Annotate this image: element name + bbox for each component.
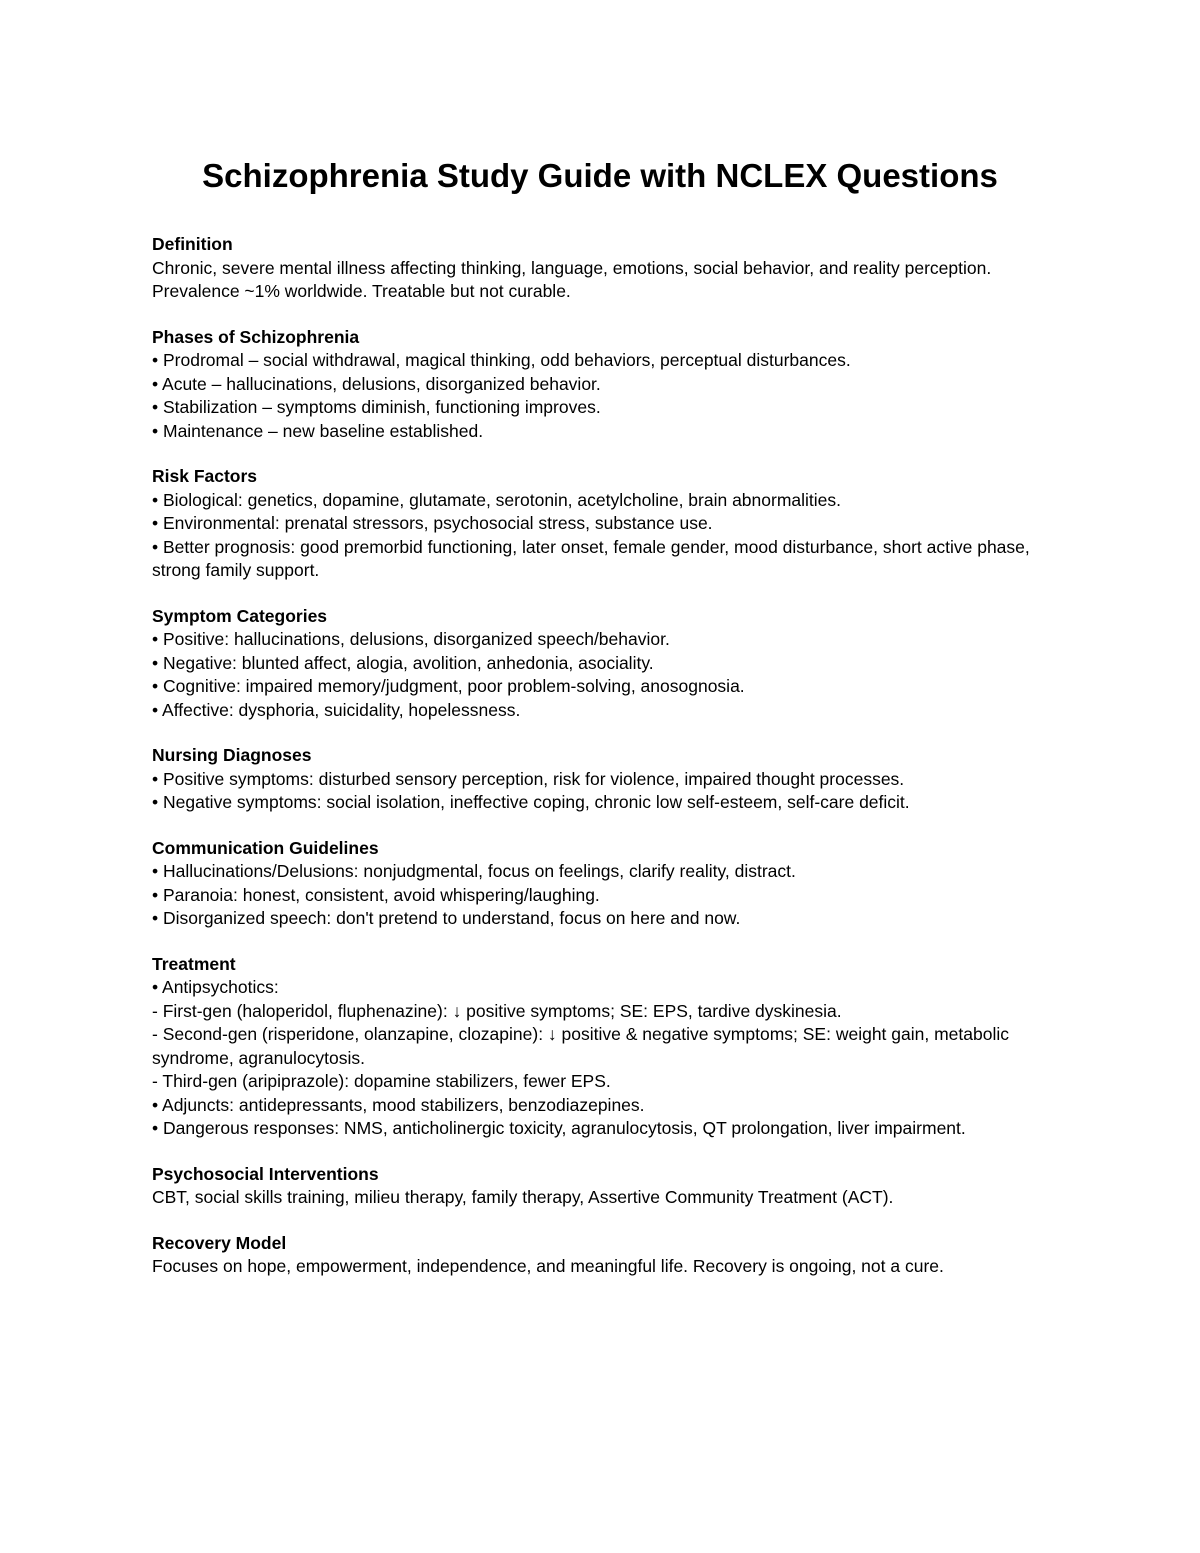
list-item: • Negative symptoms: social isolation, ineffective coping, chronic low self-esteem, self-care deficit. [152, 792, 910, 812]
section-recovery-model [152, 1232, 1052, 1279]
list-item: • Adjuncts: antidepressants, mood stabilizers, benzodiazepines. [152, 1094, 645, 1115]
list-item: • Biological: genetics, dopamine, glutamate, serotonin, acetylcholine, brain abnormalities. [152, 489, 842, 510]
list-item: • Antipsychotics: [152, 977, 279, 997]
section-heading: Nursing Diagnoses [152, 745, 312, 765]
list-item: • Affective: dysphoria, suicidality, hopelessness. [152, 699, 521, 720]
list-item: • Positive symptoms: disturbed sensory perception, risk for violence, impaired thought processes. [152, 768, 905, 789]
list-item: - First-gen (haloperidol, fluphenazine): ↓ positive symptoms; SE: EPS, tardive dyskinesia. [152, 1000, 842, 1021]
section-text: CBT, social skills training, milieu therapy, family therapy, Assertive Community Treatment (ACT). [152, 1187, 894, 1207]
list-item: • Environmental: prenatal stressors, psychosocial stress, substance use. [152, 513, 713, 533]
list-item: • Better prognosis: good premorbid functioning, later onset, female gender, mood disturbance, short active phase, strong family support. [152, 536, 1030, 580]
section-heading: Recovery Model [152, 1232, 287, 1253]
section-heading: Phases of Schizophrenia [152, 326, 360, 347]
list-item: - Second-gen (risperidone, olanzapine, clozapine): ↓ positive & negative symptoms; SE: weight gain, metabolic syndrome, agranulocytosis. [152, 1024, 1009, 1068]
section-text: Chronic, severe mental illness affecting thinking, language, emotions, social behavior, and reality perception. Prevalence ~1% worldwide. Treatable but not curable. [152, 257, 992, 301]
list-item: • Negative: blunted affect, alogia, avolition, anhedonia, asociality. [152, 652, 654, 673]
list-item: • Paranoia: honest, consistent, avoid whispering/laughing. [152, 884, 600, 905]
section-heading: Treatment [152, 953, 236, 974]
section-heading: Risk Factors [152, 466, 258, 486]
section-communication-guidelines [152, 837, 1052, 931]
list-item: • Maintenance – new baseline established. [152, 420, 484, 441]
list-item: • Stabilization – symptoms diminish, functioning improves. [152, 397, 601, 417]
list-item: • Hallucinations/Delusions: nonjudgmental, focus on feelings, clarify reality, distract. [152, 861, 796, 881]
section-treatment [152, 953, 1052, 1141]
list-item: - Third-gen (aripiprazole): dopamine stabilizers, fewer EPS. [152, 1071, 611, 1091]
list-item: • Disorganized speech: don't pretend to understand, focus on here and now. [152, 908, 741, 928]
section-nursing-diagnoses [152, 744, 1052, 815]
section-heading: Communication Guidelines [152, 837, 379, 858]
section-risk-factors [152, 465, 1052, 583]
section-heading: Psychosocial Interventions [152, 1163, 379, 1184]
page-title: Schizophrenia Study Guide with NCLEX Questions [202, 157, 998, 194]
list-item: • Cognitive: impaired memory/judgment, poor problem-solving, anosognosia. [152, 676, 745, 696]
document-body [152, 233, 1052, 1301]
list-item: • Dangerous responses: NMS, anticholinergic toxicity, agranulocytosis, QT prolongation, liver impairment. [152, 1118, 966, 1138]
list-item: • Acute – hallucinations, delusions, disorganized behavior. [152, 373, 601, 394]
list-item: • Prodromal – social withdrawal, magical thinking, odd behaviors, perceptual disturbances. [152, 350, 851, 370]
section-phases [152, 326, 1052, 444]
section-heading: Definition [152, 234, 233, 254]
section-definition [152, 233, 1052, 304]
section-text: Focuses on hope, empowerment, independence, and meaningful life. Recovery is ongoing, not a cure. [152, 1256, 944, 1276]
section-heading: Symptom Categories [152, 605, 328, 626]
section-psychosocial-interventions [152, 1163, 1052, 1210]
list-item: • Positive: hallucinations, delusions, disorganized speech/behavior. [152, 629, 670, 649]
section-symptom-categories [152, 605, 1052, 723]
